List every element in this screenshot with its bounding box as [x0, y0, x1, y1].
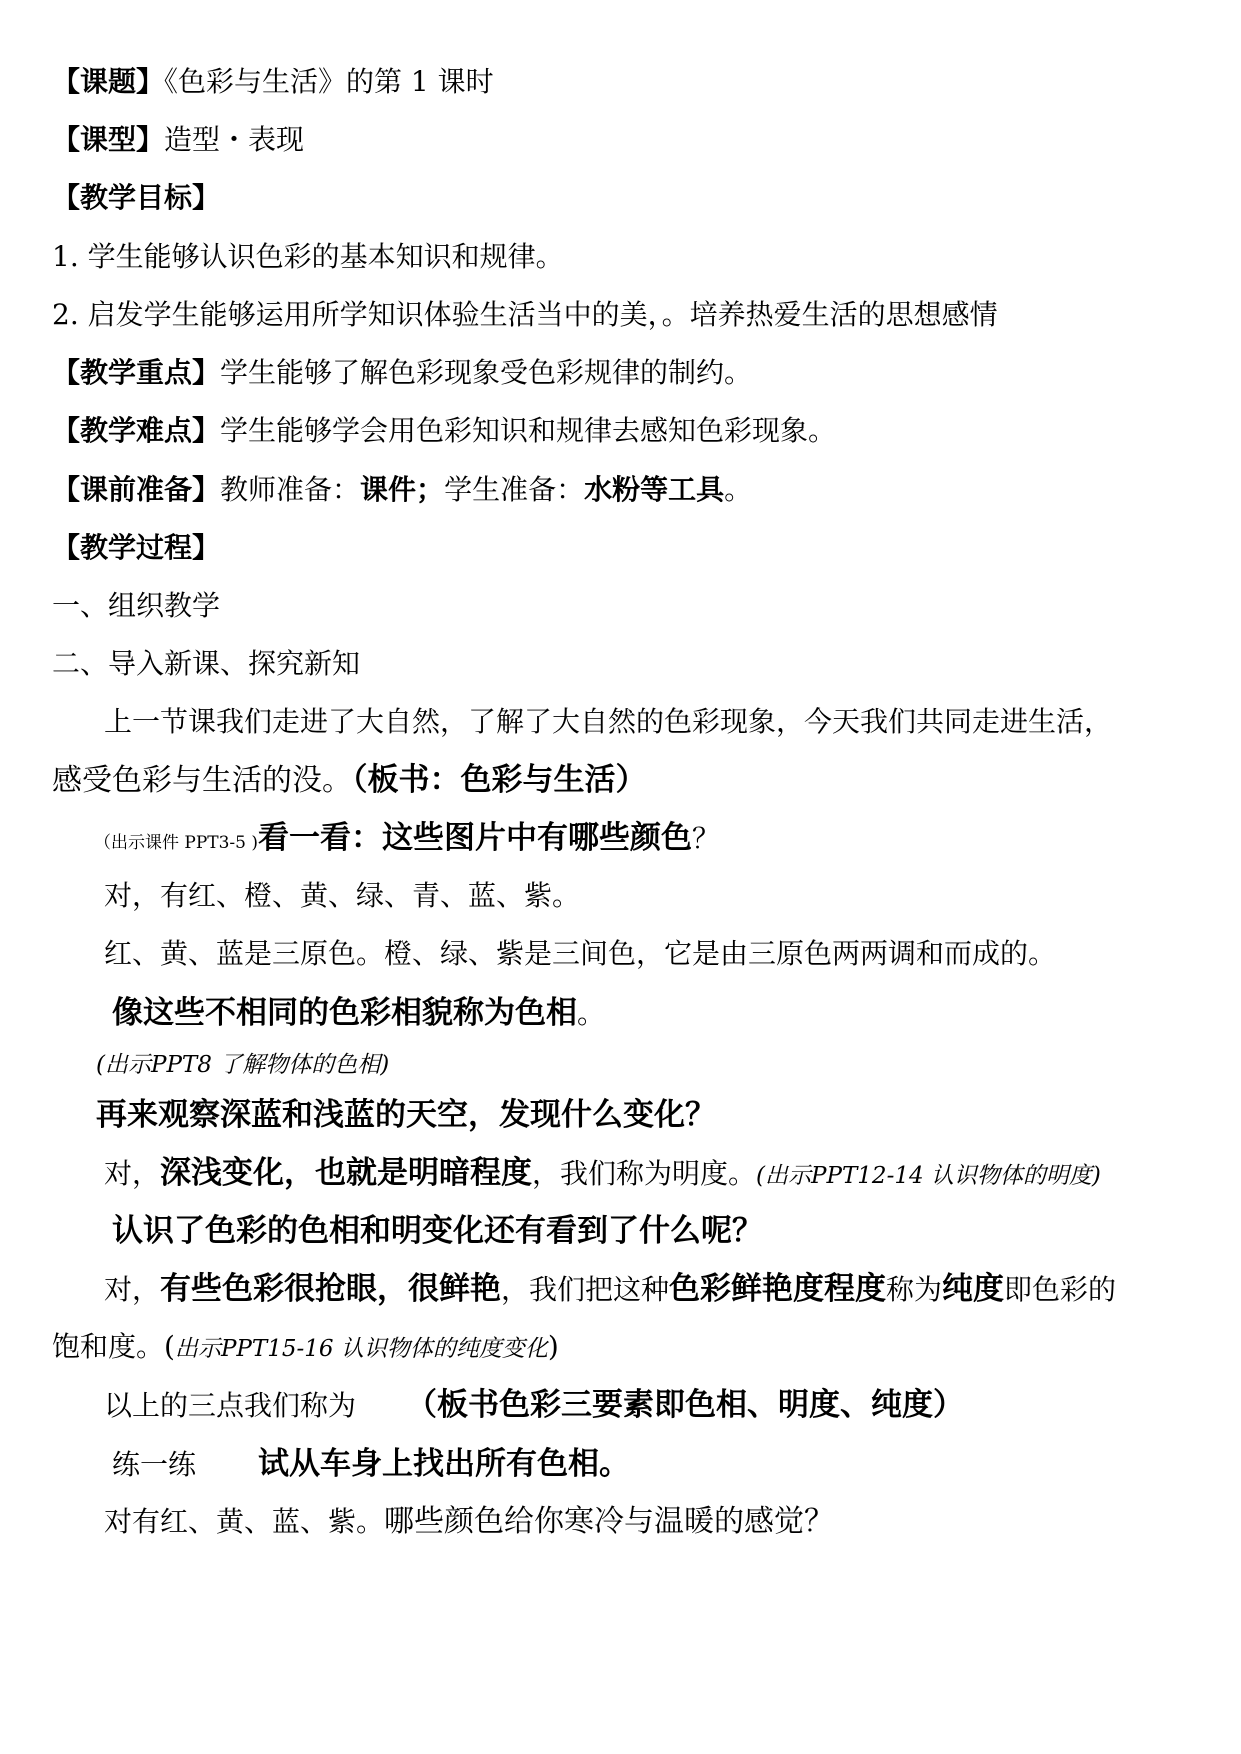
preparation-end: 。 [724, 473, 753, 506]
teacher-label: 教师准备： [220, 473, 361, 506]
three-points-line [104, 1385, 964, 1425]
topic-label: 【课题】 [52, 65, 165, 98]
practice-line [112, 1444, 630, 1484]
brightness-text: ，我们称为明度。 [532, 1157, 757, 1190]
brightness-prefix: 对， [104, 1157, 161, 1190]
saturation-prefix: 对， [104, 1273, 161, 1306]
goals-heading: 【教学目标】 [52, 181, 221, 214]
warm-cold-question: 哪些颜色给你寒冷与温暖的感觉？ [384, 1504, 835, 1539]
student-label: 学生准备： [444, 473, 585, 506]
key-point-text: 学生能够了解色彩现象受色彩规律的制约。 [220, 356, 753, 389]
ppt12-14-note: (出示PPT12-14 认识物体的明度) [756, 1163, 1101, 1189]
three-points-text: 以上的三点我们称为 [104, 1389, 357, 1422]
preparation-line [52, 470, 752, 510]
intro-paragraph-line-2 [52, 760, 647, 800]
final-line [104, 1502, 834, 1542]
saturation-line-2-end: ) [547, 1330, 559, 1363]
key-point-label: 【教学重点】 [52, 356, 221, 389]
colors-answer: 对，有红、橙、黄、绿、青、蓝、紫。 [104, 879, 581, 912]
blackboard-title: （板书：色彩与生活） [352, 762, 647, 798]
saturation-text-2: 称为 [886, 1273, 943, 1306]
brightness-line [104, 1153, 1101, 1193]
saturation-bold-2: 色彩鲜艳度程度 [669, 1271, 887, 1307]
type-text: 造型・表现 [164, 123, 305, 156]
ppt15-16-note: 出示PPT15-16 认识物体的纯度变化 [174, 1336, 548, 1362]
saturation-text-1: ，我们把这种 [501, 1273, 670, 1306]
saturation-bold-3: 纯度 [942, 1271, 1005, 1307]
show-ppt-line [94, 818, 720, 858]
topic-text: 《色彩与生活》的第 1 课时 [164, 65, 494, 98]
teacher-item: 课件 [360, 473, 417, 506]
student-item: 水粉等工具 [584, 473, 725, 506]
type-label: 【课型】 [52, 123, 165, 156]
look-question: 看一看：这些图片中有哪些颜色 [258, 820, 693, 856]
sky-question: 再来观察深蓝和浅蓝的天空，发现什么变化？ [96, 1097, 716, 1133]
saturation-line-1 [104, 1269, 1116, 1309]
saturation-line-2-start: 饱和度。( [52, 1330, 175, 1363]
look-question-mark: ？ [692, 822, 721, 855]
hue-definition-end: 。 [577, 997, 606, 1030]
topic-line [52, 62, 494, 102]
saturation-text-3: 即色彩的 [1004, 1273, 1117, 1306]
intro-text: 感受色彩与生活的没。 [52, 763, 352, 798]
preparation-separator: ； [416, 473, 445, 506]
what-else-question: 认识了色彩的色相和明变化还有看到了什么呢？ [112, 1213, 763, 1249]
hue-definition-line [112, 993, 605, 1033]
saturation-bold-1: 有些色彩很抢眼，很鲜艳 [160, 1271, 502, 1307]
practice-task: 试从车身上找出所有色相。 [258, 1446, 631, 1482]
goal-item-2: 2. 启发学生能够运用所学知识体验生活当中的美，。培养热爱生活的思想感情 [52, 298, 998, 331]
goal-item-1: 1. 学生能够认识色彩的基本知识和规律。 [52, 240, 564, 273]
section-2-heading: 二、导入新课、探究新知 [52, 647, 361, 680]
key-point-line [52, 353, 752, 393]
practice-label: 练一练 [112, 1448, 197, 1481]
three-elements-blackboard: （板书色彩三要素即色相、明度、纯度） [406, 1387, 965, 1423]
ppt-note-small: （出示课件 PPT3-5 ) [94, 833, 259, 853]
final-answer: 对有红、黄、蓝、紫。 [104, 1505, 385, 1538]
difficulty-label: 【教学难点】 [52, 414, 221, 447]
difficulty-text: 学生能够学会用色彩知识和规律去感知色彩现象。 [220, 414, 837, 447]
section-1-heading: 一、组织教学 [52, 589, 221, 622]
ppt8-note: (出示PPT8 了解物体的色相) [96, 1052, 390, 1078]
preparation-label: 【课前准备】 [52, 473, 221, 506]
brightness-definition: 深浅变化，也就是明暗程度 [160, 1155, 533, 1191]
process-heading: 【教学过程】 [52, 531, 221, 564]
intro-paragraph-line-1: 上一节课我们走进了大自然，了解了大自然的色彩现象，今天我们共同走进生活， [104, 705, 1113, 738]
difficulty-line [52, 411, 836, 451]
primary-colors-text: 红、黄、蓝是三原色。橙、绿、紫是三间色，它是由三原色两两调和而成的。 [104, 937, 1057, 970]
type-line [52, 120, 304, 160]
saturation-line-2 [52, 1327, 559, 1367]
hue-definition: 像这些不相同的色彩相貌称为色相 [112, 995, 577, 1031]
